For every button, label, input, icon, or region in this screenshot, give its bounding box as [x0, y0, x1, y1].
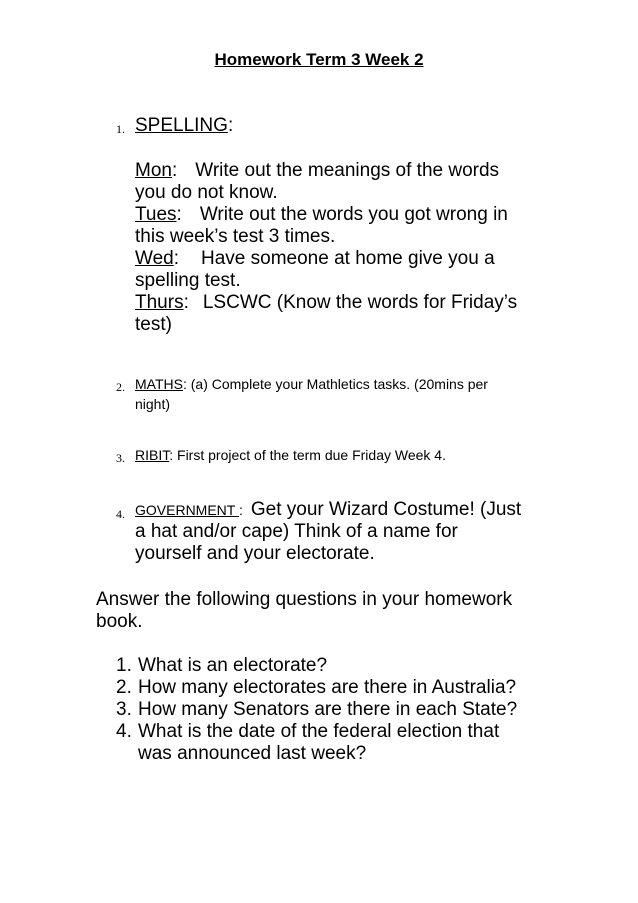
maths-heading: MATHS — [135, 376, 183, 392]
page-title: Homework Term 3 Week 2 — [214, 50, 424, 69]
maths-item — [135, 374, 555, 414]
government-task: Get your Wizard Costume! (Just — [250, 499, 522, 520]
question-number: 1. — [116, 655, 132, 676]
maths-task: : (a) Complete your Mathletics tasks. (20mins per — [182, 376, 488, 392]
question-text-cont: was announced last week? — [138, 743, 367, 764]
question-list — [116, 655, 556, 765]
question-text: How many Senators are there in each State? — [138, 699, 518, 720]
spelling-heading-colon: : — [227, 115, 234, 136]
government-sep: : — [238, 502, 243, 518]
spelling-heading-label: SPELLING — [135, 115, 228, 136]
government-task-cont: a hat and/or cape) Think of a name for — [135, 521, 458, 542]
question-item — [116, 677, 556, 699]
day-task: LSCWC (Know the words for Friday’s — [202, 292, 518, 313]
question-item — [116, 721, 556, 743]
question-number: 3. — [116, 699, 132, 720]
ribit-task: : First project of the term due Friday Week 4. — [169, 447, 446, 463]
government-heading: GOVERNMENT — [135, 502, 239, 518]
question-text: How many electorates are there in Australia? — [138, 677, 517, 698]
day-task: Write out the meanings of the words — [195, 160, 500, 181]
instructions-line: Answer the following questions in your homework — [96, 589, 513, 610]
question-text: What is an electorate? — [138, 655, 328, 676]
ribit-item — [135, 445, 555, 465]
spelling-heading — [135, 115, 233, 137]
day-task-cont: spelling test. — [135, 270, 241, 291]
day-row — [135, 292, 555, 314]
day-label: Wed — [135, 248, 174, 269]
item-number: 4. — [116, 507, 125, 521]
day-label: Tues — [135, 204, 177, 225]
day-row — [135, 160, 555, 182]
instructions-line: book. — [96, 611, 143, 632]
day-sep: : — [183, 292, 189, 313]
day-sep: : — [176, 204, 182, 225]
day-label: Thurs — [135, 292, 184, 313]
maths-task-cont: night) — [135, 396, 171, 412]
question-item — [116, 699, 556, 721]
day-task-cont: this week’s test 3 times. — [135, 226, 336, 247]
question-number: 4. — [116, 721, 132, 742]
item-number: 3. — [116, 451, 125, 465]
day-task: Write out the words you got wrong in — [199, 204, 508, 225]
government-task-cont: yourself and your electorate. — [135, 543, 375, 564]
question-text: What is the date of the federal election that — [138, 721, 500, 742]
day-sep: : — [171, 160, 178, 181]
day-task: Have someone at home give you a — [201, 248, 495, 269]
day-label: Mon — [135, 160, 172, 181]
item-number: 2. — [116, 380, 125, 394]
ribit-heading: RIBIT — [135, 447, 170, 463]
day-task-cont: you do not know. — [135, 182, 278, 203]
government-item — [135, 499, 575, 565]
question-number: 2. — [116, 677, 132, 698]
question-item — [116, 655, 556, 677]
day-row — [135, 204, 555, 226]
spelling-days — [135, 160, 555, 336]
day-sep: : — [173, 248, 180, 269]
item-number: 1. — [116, 122, 125, 136]
day-row — [135, 248, 555, 270]
day-task-cont: test) — [135, 314, 172, 335]
instructions — [96, 589, 556, 633]
